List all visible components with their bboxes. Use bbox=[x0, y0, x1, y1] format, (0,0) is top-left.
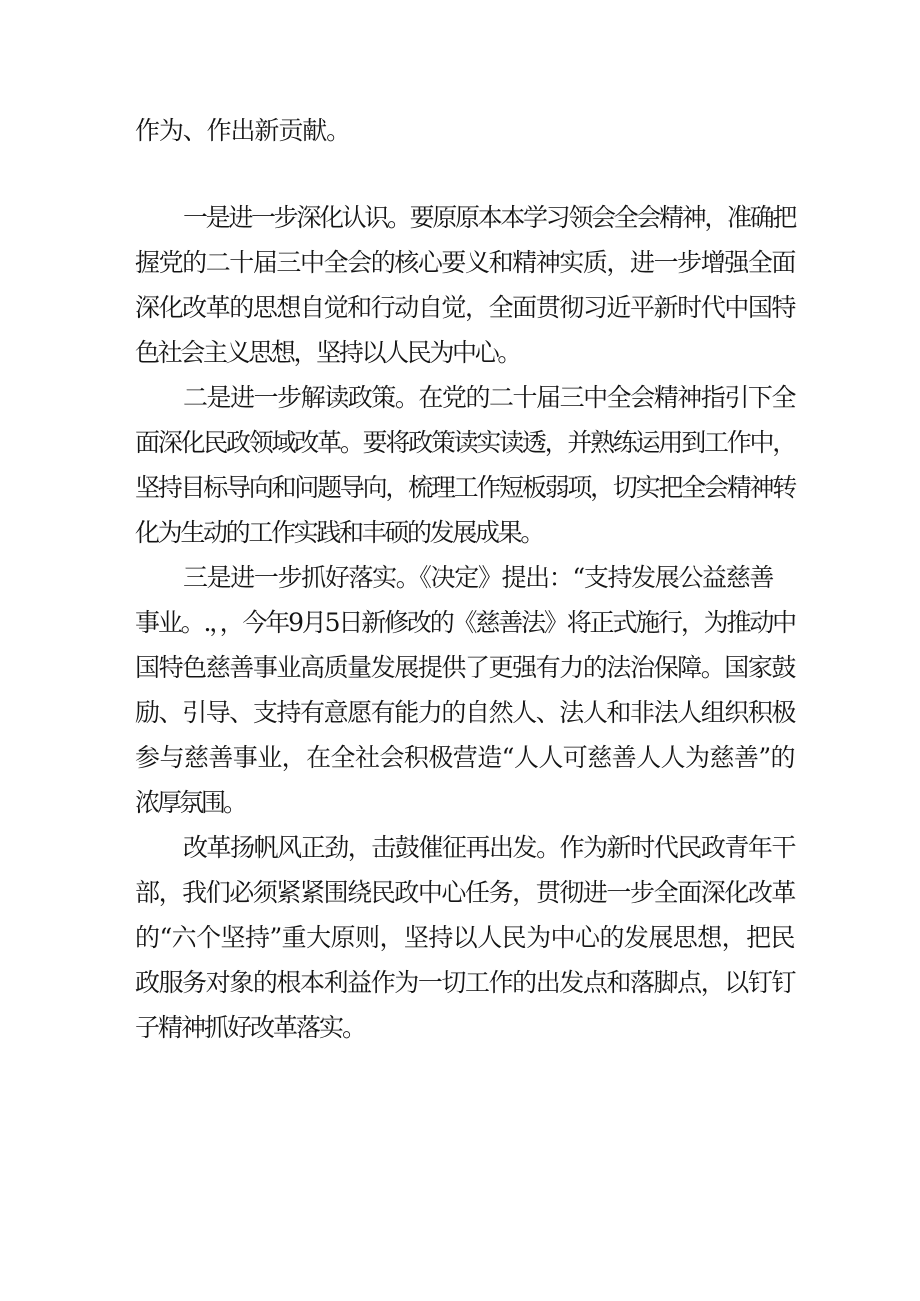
text-line-para1-3: 深化改革的思想自觉和行动自觉，全面贯彻习近平新时代中国特 bbox=[135, 293, 795, 322]
text-line-para4-1: 改革扬帆风正劲，击鼓催征再出发。作为新时代民政青年干 bbox=[183, 833, 795, 862]
text-line-para3-6: 浓厚氛围。 bbox=[135, 788, 245, 817]
text-line-para3-1: 三是进一步抓好落实。《决定》提出：“支持发展公益慈善 bbox=[183, 563, 773, 592]
text-line-para4-5: 子精神抓好改革落实。 bbox=[135, 1013, 365, 1042]
text-line-para2-3: 坚持目标导向和问题导向，梳理工作短板弱项，切实把全会精神转 bbox=[135, 473, 795, 502]
text-line-para4-2: 部，我们必须紧紧围绕民政中心任务，贯彻进一步全面深化改革 bbox=[135, 878, 795, 907]
text-line-para3-2: 事业。.，，今年9月5日新修改的《慈善法》将正式施行，为推动中 bbox=[135, 608, 795, 637]
text-line-para3-5: 参与慈善事业，在全社会积极营造“人人可慈善人人为慈善”的 bbox=[135, 743, 795, 772]
text-line-para1-2: 握党的二十届三中全会的核心要义和精神实质，进一步增强全面 bbox=[135, 248, 795, 277]
text-line-para1-4: 色社会主义思想，坚持以人民为中心。 bbox=[135, 338, 520, 367]
text-line-para3-4: 励、引导、支持有意愿有能力的自然人、法人和非法人组织积极 bbox=[135, 698, 795, 727]
text-line-para4-4: 政服务对象的根本利益作为一切工作的出发点和落脚点，以钉钉 bbox=[135, 968, 795, 997]
text-line-para2-1: 二是进一步解读政策。在党的二十届三中全会精神指引下全 bbox=[183, 383, 795, 412]
text-line-para2-4: 化为生动的工作实践和丰硕的发展成果。 bbox=[135, 518, 543, 547]
text-line-para2-2: 面深化民政领域改革。要将政策读实读透，并熟练运用到工作中， bbox=[135, 428, 795, 457]
text-line-para4-3: 的“六个坚持”重大原则，坚持以人民为中心的发展思想，把民 bbox=[135, 923, 795, 952]
text-line-para3-3: 国特色慈善事业高质量发展提供了更强有力的法治保障。国家鼓 bbox=[135, 653, 795, 682]
text-line-continuation: 作为、作出新贡献。 bbox=[135, 116, 350, 145]
text-line-para1-1: 一是进一步深化认识。要原原本本学习领会全会精神，准确把 bbox=[183, 203, 795, 232]
